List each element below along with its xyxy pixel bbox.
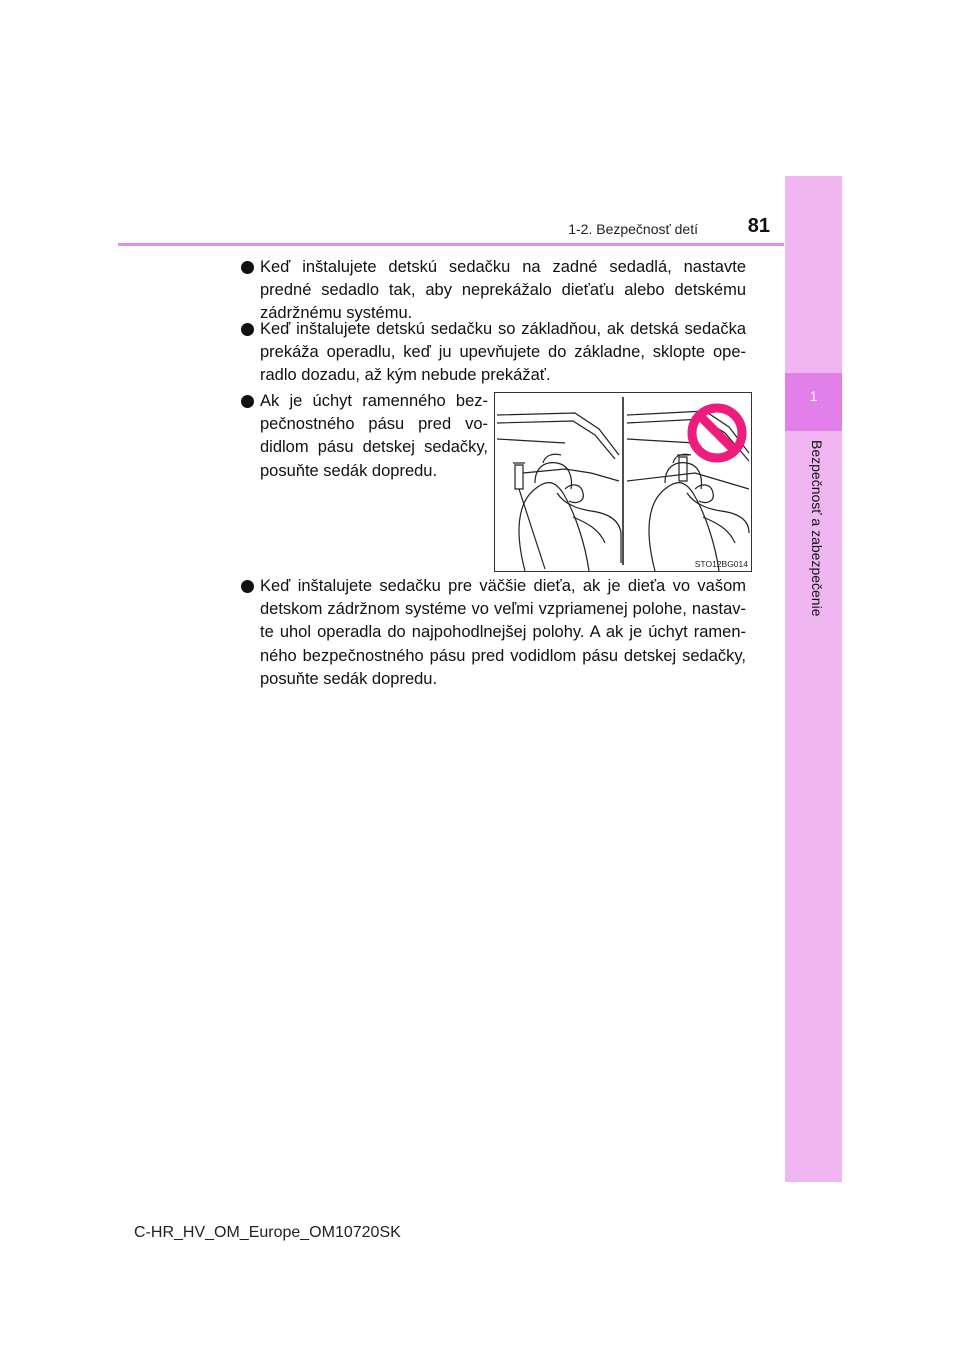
bullet-text: Keď inštalujete detskú sedačku so základňou, ak detská sedačka prekáža operadlu, keď ju upevňujete do základne, sklopte ope-radlo dozadu, až kým nebude prekážať. [260,320,746,385]
section-title: 1-2. Bezpečnosť detí [568,221,698,237]
bullet-item [260,318,746,388]
figure-code: STO12BG014 [694,559,748,569]
bullet-icon [241,580,254,593]
document-id: C-HR_HV_OM_Europe_OM10720SK [134,1224,401,1241]
seat-illustration [494,392,752,572]
bullet-text: Ak je úchyt ramenného bez-pečnostného pásu pred vo-didlom pásu detskej sedačky, posuňte sedák dopredu. [260,392,488,480]
bullet-text: Keď inštalujete sedačku pre väčšie dieťa, ak je dieťa vo vašom detskom zádržnom systéme vo veľmi vzpriamenej polohe, nastav-te uhol operadla do najpohodlnejšej polohy. A ak je úchyt ramen-ného bezpečnostného pásu pred vodidlom pásu detskej sedačky, posuňte sedák dopredu. [260,577,746,688]
header-divider [118,243,784,246]
side-tab [785,176,842,1182]
seat-drawing [495,393,751,571]
bullet-item [260,575,746,691]
bullet-icon [241,261,254,274]
bullet-text: Keď inštalujete detskú sedačku na zadné sedadlá, nastavte predné sedadlo tak, aby neprekážalo dieťaťu alebo detskému zádržnému systému. [260,258,746,323]
bullet-item [260,390,488,483]
page-number: 81 [747,215,770,237]
prohibition-icon [692,408,742,458]
bullet-item [260,256,746,326]
chapter-number: 1 [809,388,818,404]
bullet-icon [241,395,254,408]
chapter-title: Bezpečnosť a zabezpečenie [809,440,825,617]
bullet-icon [241,323,254,336]
